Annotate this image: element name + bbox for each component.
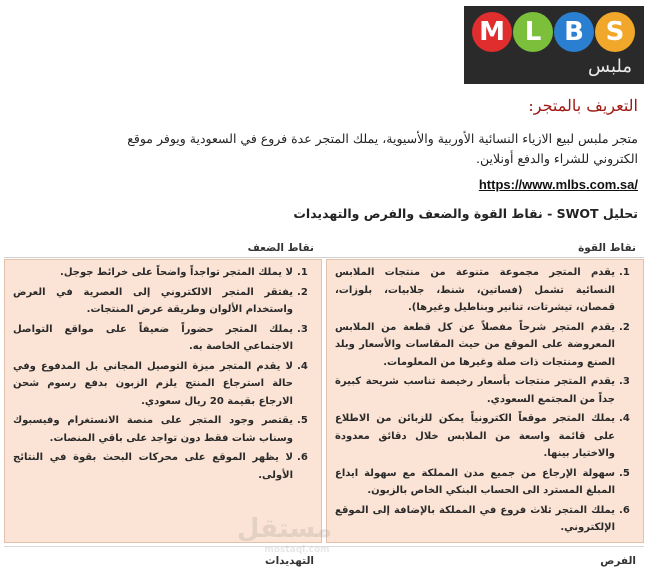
- logo-letter-m: M: [472, 12, 512, 52]
- store-url-link[interactable]: https://www.mlbs.com.sa/: [478, 177, 638, 192]
- strengths-item-number: 4.: [619, 413, 630, 424]
- weaknesses-item: [13, 321, 315, 356]
- logo-letter-l: L: [513, 12, 553, 52]
- logo-letter-b: B: [554, 12, 594, 52]
- strengths-item-number: 3.: [619, 376, 630, 387]
- weaknesses-item-number: 1.: [297, 267, 308, 278]
- strengths-item: [335, 465, 637, 500]
- mlbs-logo: [464, 6, 644, 84]
- weaknesses-item-number: 6.: [297, 452, 308, 463]
- weaknesses-item-text: يفتقر المتجر الالكتروني إلى العصرية في العرض واستخدام الألوان وطريقة عرض المنتجات.: [13, 286, 293, 315]
- weaknesses-item: [13, 284, 315, 319]
- weaknesses-item-number: 2.: [297, 286, 308, 298]
- strengths-item-text: يقدم المتجر منتجات بأسعار رخيصة تناسب شريحة كبيرة جداً من المجتمع السعودي.: [335, 376, 615, 405]
- swot-title: تحليل SWOT - نقاط القوة والضعف والفرص والتهديدات: [293, 206, 638, 221]
- weaknesses-item-text: لا يظهر الموقع على محركات البحث بقوة في النتائج الأولى.: [13, 452, 293, 481]
- logo-letter-s: S: [595, 12, 635, 52]
- weaknesses-item: [13, 412, 315, 447]
- strengths-item: [335, 410, 637, 463]
- strengths-item: [335, 502, 637, 537]
- strengths-header: نقاط القوة: [578, 242, 636, 254]
- weaknesses-list: [5, 260, 321, 484]
- strengths-item-text: يملك المتجر ثلاث فروع في المملكة بالإضافة إلى الموقع الإلكتروني.: [335, 504, 615, 533]
- strengths-item-text: يملك المتجر موقعاً الكترونياً يمكن للزبائن من الاطلاع على قائمة واسعة من الملابس خلال دقائق معدودة والاختيار بينها.: [335, 413, 615, 459]
- logo-arabic-wordmark: ملبس: [588, 56, 632, 77]
- strengths-item-number: 1.: [619, 267, 630, 278]
- threats-header: التهديدات: [265, 555, 314, 567]
- strengths-item-number: 5.: [619, 467, 630, 479]
- logo-letters: [472, 12, 636, 56]
- weaknesses-item: [13, 449, 315, 484]
- weaknesses-item-text: يملك المتجر حضوراً ضعيفاً على مواقع التواصل الاجتماعي الخاصة به.: [13, 323, 293, 352]
- watermark-text: مستقل: [236, 514, 332, 544]
- weaknesses-item-text: لا يقدم المتجر ميزة التوصيل المجاني بل المدفوع وفي حالة استرجاع المنتج يلزم الزبون بدفع رسوم شحن الارجاع بقيمة 20 ريال سعودي.: [13, 360, 293, 407]
- strengths-item-text: يقدم المتجر شرحاً مفصلاً عن كل قطعة من الملابس المعروضة على الموقع من حيث المقاسات والأسعار وبلد الصنع ومنتجات ذات صلة وغيرها من المعلومات.: [335, 321, 615, 368]
- about-body: متجر ملبس لبيع الازياء النسائية الأوربية والأسيوية، يملك المتجر عدة فروع في السعودية ويوفر موقع الكتروني للشراء والدفع أونلاين.: [127, 131, 638, 166]
- weaknesses-item-text: يقتصر وجود المتجر على منصة الانستغرام وفيسبوك وسناب شات فقط دون تواجد على باقي المنصات.: [13, 415, 293, 444]
- weaknesses-item-number: 4.: [297, 360, 308, 372]
- header-divider: [4, 257, 644, 258]
- weaknesses-item-text: لا يملك المتجر تواجداً واضحاً على خرائط جوجل.: [60, 267, 293, 278]
- about-heading: التعريف بالمتجر:: [528, 96, 638, 115]
- weaknesses-item: [13, 264, 315, 282]
- strengths-cell: [326, 259, 644, 543]
- strengths-item: [335, 373, 637, 408]
- strengths-item: [335, 319, 637, 372]
- strengths-item-text: سهولة الإرجاع من جميع مدن المملكة مع سهولة ايداع المبلغ المسترد الى الحساب البنكي الخاص بالزبون.: [335, 467, 615, 496]
- weaknesses-cell: [4, 259, 322, 543]
- opportunities-header: الفرص: [600, 555, 636, 567]
- strengths-item-text: يقدم المتجر مجموعة متنوعة من منتجات الملابس النسائية تشمل (فساتين، شنط، جلابيات، بلوزات، قمصان، تيشرتات، تنانير وبناطيل وغيرها).: [335, 267, 615, 313]
- watermark-sub: mostaql.com: [264, 545, 330, 555]
- strengths-item-number: 6.: [619, 504, 630, 516]
- strengths-item: [335, 264, 637, 317]
- weaknesses-item-number: 3.: [297, 323, 308, 335]
- weaknesses-item-number: 5.: [297, 415, 308, 426]
- weaknesses-header: نقاط الضعف: [247, 242, 314, 254]
- weaknesses-item: [13, 358, 315, 411]
- strengths-list: [327, 260, 643, 537]
- watermark: [236, 514, 332, 564]
- strengths-item-number: 2.: [619, 321, 630, 333]
